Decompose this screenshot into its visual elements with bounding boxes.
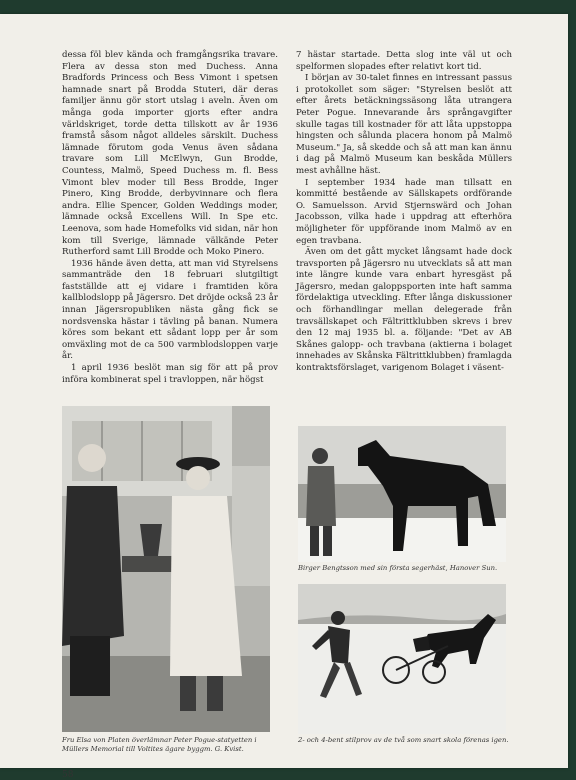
caption-right-bottom-photo: 2- och 4-bent stilprov av de två som snart skola förenas igen. [298,736,509,744]
paragraph: 1936 hände även detta, att man vid Styrelsens sammanträde den 18 februari slutgiltigt fastställde att ej vidare i framtiden köra kallblodslopp på Jägersro. Det dröjde också 23 år innan Jägersropubliken nästa gång fick se nordsvenska hästar i tävling på banan. Numera köres som bekant ett sådant lopp per år som omväxling mot de ca 500 varmblodsloppen varje år. [62,258,278,362]
page-number: 58 [62,770,74,780]
paragraph: I början av 30-talet finnes en intressant passus i protokollet som säger: "Styrelsen beslöt att efter årets betäckningssäsong låta utrangera Peter Pogue. Innevarande års språngavgifter skulle tagas till kostnader för att låta uppstoppa hingsten och sålunda placera honom på Malmö Museum." Ja, så skedde och så att man kan ännu i dag på Malmö Museum kan beskåda Müllers mest avhållne häst. [296,73,512,176]
paragraph: 7 hästar startade. Detta slog inte väl ut och spelformen slopades efter relativt kort tid. [296,50,512,72]
photo-statuette-presentation [62,406,270,732]
book-page [0,14,568,780]
paragraph: I september 1934 hade man tillsatt en kommitté bestående av Sällskapets ordförande O. Samuelsson. Arvid Stjernswärd och Johan Jacobsson, vilka hade i uppdrag att efterhöra möjligheter för uppförande inom Malmö av en egen travbana. [296,177,512,246]
photo-runner-and-sulky [298,584,506,734]
paragraph: Även om det gått mycket långsamt hade dock travsporten på Jägersro nu utvecklats så att man inte längre kunde vara enbart hyresgäst på Jägersro, medan galoppsporten inte haft samma fördelaktiga utveckling. Efter långa diskussioner och förhandlingar mellan delegerade från travsällskapet och Fältrittklubben skrevs i brev den 12 maj 1935 bl. a. följande: "Det av AB Skånes galopp- och travbana (aktierna i bolaget innehades av Skånska Fältrittklubben) framlagda kontraktsförslaget, varigenom Bolaget i väsent- [296,247,512,374]
photo-man-with-horse [298,426,506,562]
right-text-column [296,50,512,375]
left-text-column [62,50,278,386]
paragraph: 1 april 1936 beslöt man sig för att på prov införa kombinerat spel i travloppen, när högst [62,363,278,385]
caption-left-photo: Fru Elsa von Platen överlämnar Peter Pogue-statyetten i Müllers Memorial till Voltites ägare byggm. G. Kvist. [62,736,257,753]
paragraph: dessa föl blev kända och framgångsrika travare. Flera av dessa ston med Duchess. Anna Bradfords Princess och Bess Vimont i spetsen hamnade snart på Brodda Stuteri, där deras familjer ännu gör stort utslag i aveln. Även om många goda importer gjorts efter andra världskriget, torde detta tillskott av år 1936 framstå såsom något alldeles särskilt. Duchess lämnade förutom goda Venus även sådana travare som Lill McElwyn, Gun Brodde, Countess, Malmö, Speed Duchess m. fl. Bess Vimont blev moder till Bess Brodde, Inger Pinero, King Brodde, derbyvinnare och flera andra. Ellie Spencer, Golden Weddings moder, lämnade också Excellens Will. In Spe etc. Leenova, som hade Homefolks vid sidan, när hon kom till Sverige, lämnade välkände Peter Rutherford samt Lill Brodde och Moko Pinero. [62,50,278,258]
caption-right-top-photo: Birger Bengtsson med sin första segerhäst, Hanover Sun. [298,564,498,572]
